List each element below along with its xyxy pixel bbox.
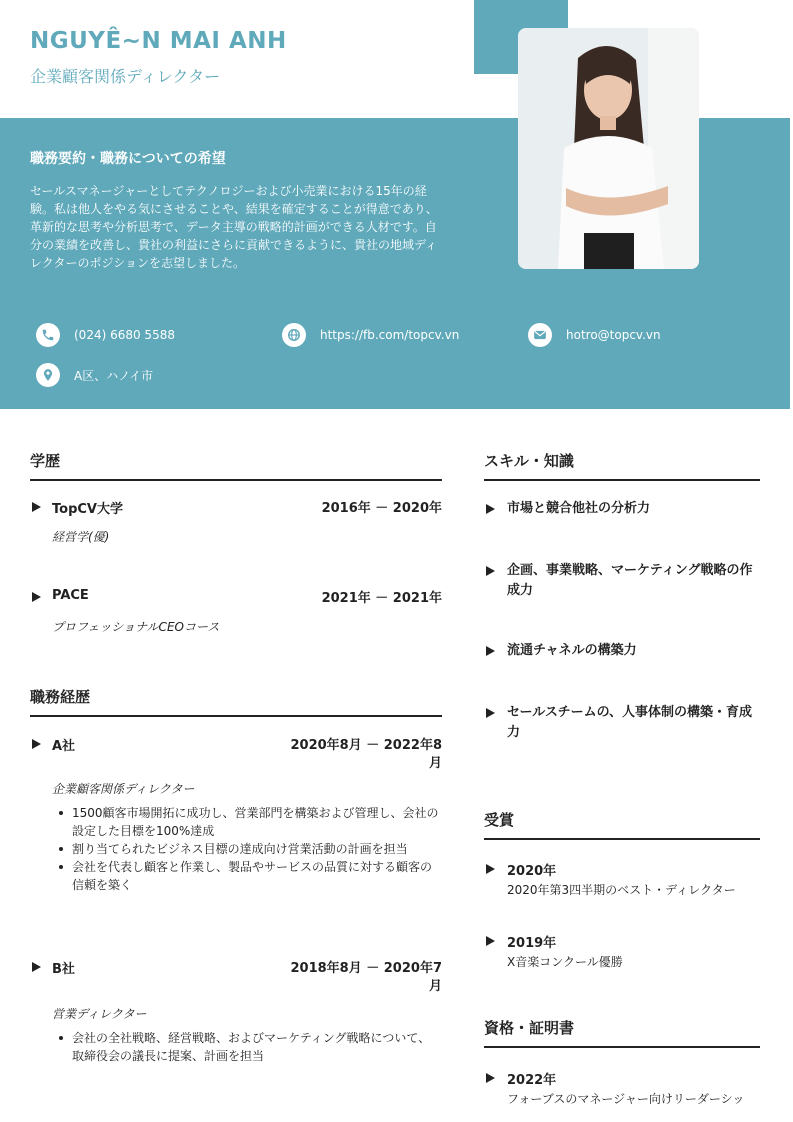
email-address[interactable]: hotro@topcv.vn bbox=[566, 328, 661, 342]
bullet-triangle-icon bbox=[486, 708, 495, 718]
skill-item: 流通チャネルの構築力 bbox=[507, 643, 637, 658]
certificate-year: 2022年 bbox=[507, 1073, 557, 1088]
skill-item: 企画、事業戦略、マーケティング戦略の作成力 bbox=[507, 563, 753, 598]
experience-dates-cont: 月 bbox=[428, 979, 442, 994]
duty-item: 割り当てられたビジネス目標の達成向け営業活動の計画を担当 bbox=[52, 840, 442, 858]
experience-duties bbox=[52, 804, 442, 894]
certificates-title: 資格・証明書 bbox=[484, 1017, 760, 1048]
bullet-triangle-icon bbox=[486, 1073, 495, 1083]
phone-number: (024) 6680 5588 bbox=[74, 328, 175, 342]
skill-item: 市場と競合他社の分析力 bbox=[507, 501, 651, 516]
education-school: TopCV大学 bbox=[52, 502, 123, 517]
job-title: 企業顧客関係ディレクター bbox=[30, 67, 221, 86]
skills-title: スキル・知識 bbox=[484, 450, 760, 481]
experience-role: 営業ディレクター bbox=[52, 1007, 147, 1021]
contact-website[interactable] bbox=[282, 323, 459, 347]
experience-company: A社 bbox=[52, 739, 76, 754]
contact-phone bbox=[36, 323, 175, 347]
phone-icon bbox=[36, 323, 60, 347]
bullet-triangle-icon bbox=[486, 566, 495, 576]
skill-item: セールスチームの、人事体制の構築・育成力 bbox=[507, 705, 753, 740]
award-text: X音楽コンクール優勝 bbox=[507, 955, 623, 969]
website-link[interactable]: https://fb.com/topcv.vn bbox=[320, 328, 460, 342]
contact-email[interactable] bbox=[528, 323, 661, 347]
duty-item: 1500顧客市場開拓に成功し、営業部門を構築および管理し、会社の設定した目標を100%達成 bbox=[52, 804, 442, 840]
award-year: 2019年 bbox=[507, 936, 557, 951]
experience-dates: 2018年8月 － 2020年7 bbox=[290, 961, 442, 976]
contact-address bbox=[36, 363, 153, 387]
education-detail: プロフェッショナルCEOコース bbox=[52, 620, 220, 634]
experience-duties bbox=[52, 1029, 442, 1065]
bullet-triangle-icon bbox=[486, 936, 495, 946]
bullet-triangle-icon bbox=[486, 864, 495, 874]
education-dates: 2021年 － 2021年 bbox=[321, 591, 442, 606]
certificate-text: フォーブスのマネージャー向けリーダーシッ bbox=[507, 1092, 745, 1106]
bullet-triangle-icon bbox=[32, 592, 41, 602]
awards-title: 受賞 bbox=[484, 809, 760, 840]
education-school: PACE bbox=[52, 588, 89, 603]
envelope-icon bbox=[528, 323, 552, 347]
education-title: 学歴 bbox=[30, 450, 442, 481]
duty-item: 会社の全社戦略、経営戦略、およびマーケティング戦略について、取締役会の議長に提案、計画を担当 bbox=[52, 1029, 442, 1065]
address-text: A区、ハノイ市 bbox=[74, 368, 154, 383]
globe-icon bbox=[282, 323, 306, 347]
experience-dates: 2020年8月 － 2022年8 bbox=[290, 738, 442, 753]
bullet-triangle-icon bbox=[32, 739, 41, 749]
bullet-triangle-icon bbox=[486, 504, 495, 514]
award-text: 2020年第3四半期のベスト・ディレクター bbox=[507, 883, 736, 897]
education-dates: 2016年 － 2020年 bbox=[321, 501, 442, 516]
bullet-triangle-icon bbox=[486, 646, 495, 656]
candidate-name: NGUYÊ~N MAI ANH bbox=[30, 28, 287, 54]
award-year: 2020年 bbox=[507, 864, 557, 879]
bullet-triangle-icon bbox=[32, 502, 41, 512]
experience-title: 職務経歴 bbox=[30, 686, 442, 717]
map-pin-icon bbox=[36, 363, 60, 387]
bullet-triangle-icon bbox=[32, 962, 41, 972]
experience-dates-cont: 月 bbox=[428, 756, 442, 771]
summary-text: セールスマネージャーとしてテクノロジーおよび小売業における15年の経験。私は他人をやる気にさせることや、結果を確定することが得意であり、革新的な思考や分析思考で、データ主導の戦略的計画ができる人材です。自分の業績を改善し、貴社の利益にさらに貢献できるように、貴社の地域ディレクターのポジションを志望しました。 bbox=[30, 184, 438, 270]
duty-item: 会社を代表し顧客と作業し、製品やサービスの品質に対する顧客の信頼を築く bbox=[52, 858, 442, 894]
experience-role: 企業顧客関係ディレクター bbox=[52, 782, 195, 796]
education-detail: 経営学(優) bbox=[52, 530, 110, 544]
summary-heading: 職務要約・職務についての希望 bbox=[30, 151, 226, 167]
profile-photo bbox=[518, 28, 699, 269]
experience-company: B社 bbox=[52, 962, 75, 977]
